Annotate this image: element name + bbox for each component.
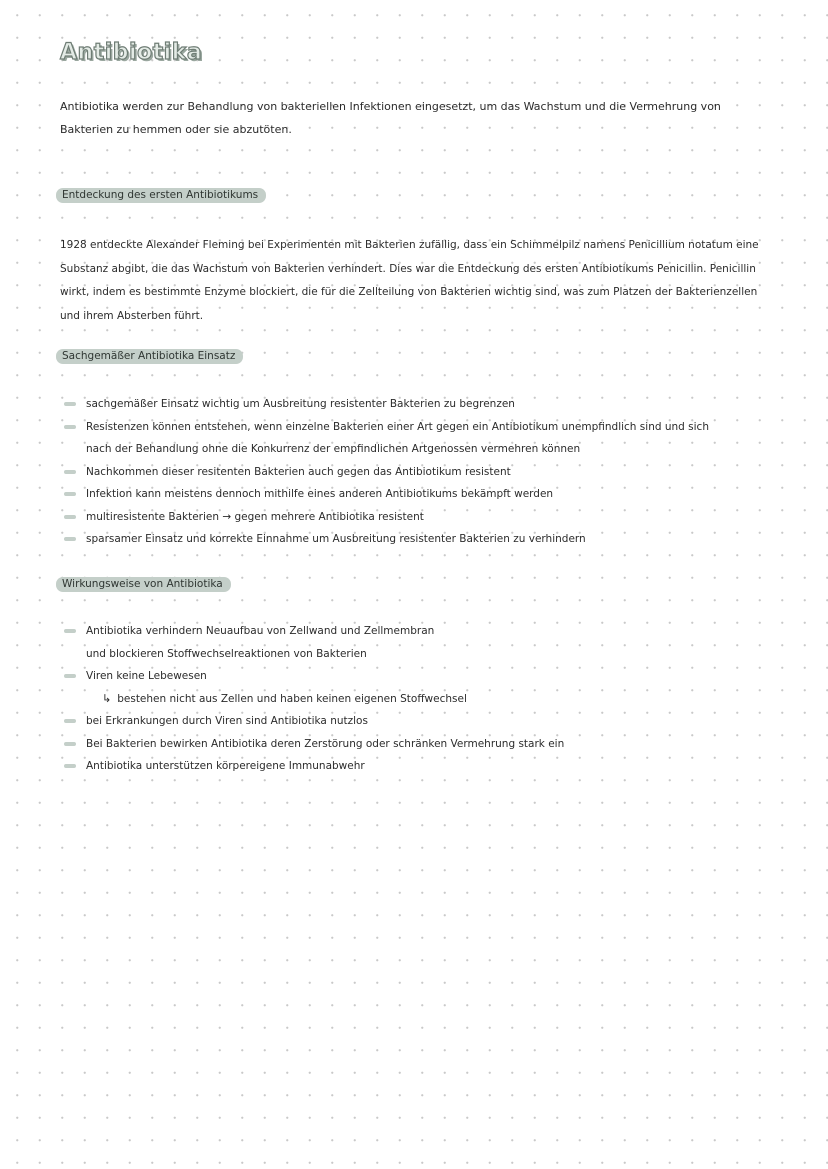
list-item xyxy=(62,620,762,665)
list-item xyxy=(62,506,762,529)
dash-bullet-icon xyxy=(64,470,76,474)
dash-bullet-icon xyxy=(64,742,76,746)
sub-point-text: bestehen nicht aus Zellen und haben keinen eigenen Stoffwechsel xyxy=(117,692,467,705)
intro-paragraph: Antibiotika werden zur Behandlung von bakteriellen Infektionen eingesetzt, um das Wachstum und die Vermehrung von Bakterien zu hemmen oder sie abzutöten. xyxy=(60,100,721,136)
list-item-continuation: und blockieren Stoffwechselreaktionen von Bakterien xyxy=(86,647,367,660)
dash-bullet-icon xyxy=(64,515,76,519)
dash-bullet-icon xyxy=(64,537,76,541)
list-item-text: Bei Bakterien bewirken Antibiotika deren Zerstörung oder schränken Vermehrung stark ein xyxy=(86,737,565,750)
list-item-text: sparsamer Einsatz und korrekte Einnahme um Ausbreitung resistenter Bakterien zu verhindern xyxy=(86,533,586,545)
list-item xyxy=(62,733,762,756)
list-item-text: multiresistente Bakterien → gegen mehrere Antibiotika resistent xyxy=(86,510,424,523)
section-heading-einsatz: Sachgemäßer Antibiotika Einsatz xyxy=(56,349,243,364)
list-item-text: sachgemäßer Einsatz wichtig um Ausbreitung resistenter Bakterien zu begrenzen xyxy=(86,398,515,410)
list-item xyxy=(62,755,762,778)
turn-arrow-icon: ↳ xyxy=(102,691,112,705)
list-item-text: Resistenzen können entstehen, wenn einzelne Bakterien einer Art gegen ein Antibiotikum unempfindlich sind und sich xyxy=(86,420,709,433)
section-heading-entdeckung: Entdeckung des ersten Antibiotikums xyxy=(56,188,266,203)
section-paragraph-entdeckung: 1928 entdeckte Alexander Fleming bei Experimenten mit Bakterien zufällig, dass ein Schimmelpilz namens Penicillium notatum eine Substanz abgibt, die das Wachstum von Bakterien verhindert. Dies war die Entdeckung des ersten Antibiotikums Penicillin. Penicillin wirkt, indem es bestimmte Enzyme blockiert, die für die Zellteilung von Bakterien wichtig sind, was zum Platzen der Bakterienzellen und ihrem Absterben führt. xyxy=(60,239,759,322)
bullet-list-wirkungsweise xyxy=(62,620,762,778)
list-item xyxy=(62,461,762,484)
list-item xyxy=(62,665,762,710)
dash-bullet-icon xyxy=(64,764,76,768)
sub-point xyxy=(86,688,762,711)
list-item-text: Viren keine Lebewesen xyxy=(86,670,207,682)
dash-bullet-icon xyxy=(64,719,76,723)
list-item-continuation: nach der Behandlung ohne die Konkurrenz der empfindlichen Artgenossen vermehren können xyxy=(86,443,581,455)
dash-bullet-icon xyxy=(64,674,76,678)
list-item xyxy=(62,393,762,416)
list-item-text: Nachkommen dieser resitenten Bakterien auch gegen das Antibiotikum resistent xyxy=(86,465,511,478)
bullet-list-einsatz xyxy=(62,393,762,551)
list-item-text: Antibiotika unterstützen körpereigene Immunabwehr xyxy=(86,760,365,772)
list-item xyxy=(62,416,762,461)
list-item xyxy=(62,483,762,506)
list-item xyxy=(62,528,762,551)
dash-bullet-icon xyxy=(64,402,76,406)
dash-bullet-icon xyxy=(64,492,76,496)
list-item-text: Infektion kann meistens dennoch mithilfe eines anderen Antibiotikums bekämpft werden xyxy=(86,488,554,500)
section-heading-wirkungsweise: Wirkungsweise von Antibiotika xyxy=(56,577,231,592)
list-item-text: bei Erkrankungen durch Viren sind Antibiotika nutzlos xyxy=(86,715,368,727)
dash-bullet-icon xyxy=(64,425,76,429)
list-item xyxy=(62,710,762,733)
page-title: Antibiotika xyxy=(60,40,203,65)
list-item-text: Antibiotika verhindern Neuaufbau von Zellwand und Zellmembran xyxy=(86,625,435,637)
dash-bullet-icon xyxy=(64,629,76,633)
